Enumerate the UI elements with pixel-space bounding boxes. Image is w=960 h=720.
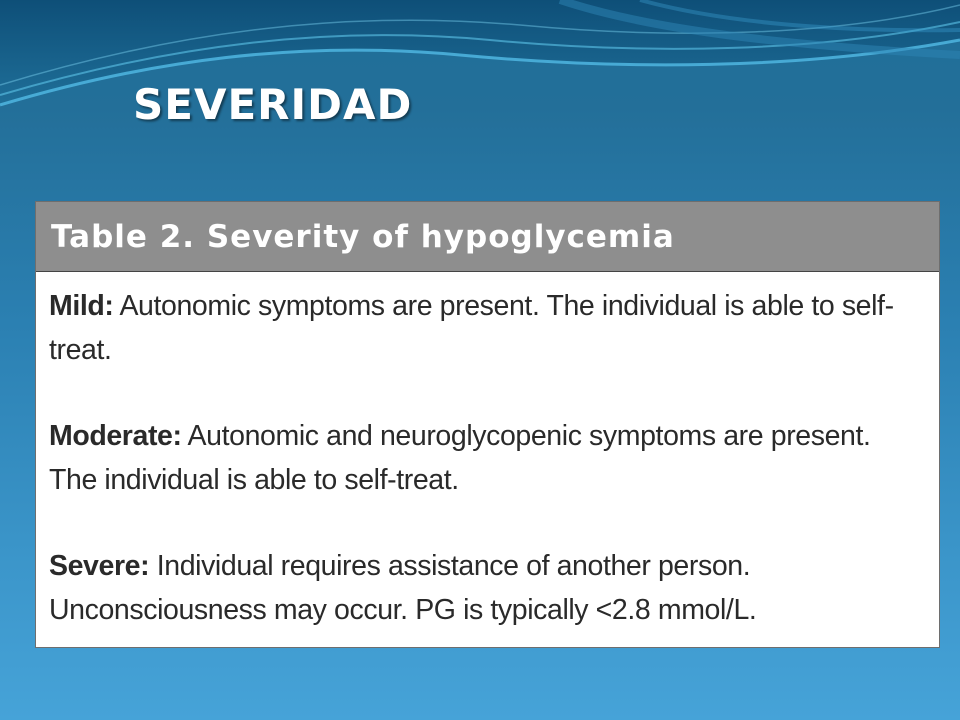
severity-label: Severe:: [49, 550, 150, 582]
severity-description: Individual requires assistance of another person. Unconsciousness may occur. PG is typically <2.8 mmol/L.: [49, 550, 757, 626]
severity-description: Autonomic symptoms are present. The individual is able to self-treat.: [49, 290, 894, 366]
table-heading: Table 2. Severity of hypoglycemia: [51, 218, 675, 255]
table-body: [36, 272, 939, 632]
severity-description: Autonomic and neuroglycopenic symptoms are present. The individual is able to self-treat.: [49, 420, 871, 496]
severity-entry-severe: [49, 544, 925, 632]
severity-label: Moderate:: [49, 420, 182, 452]
severity-entry-mild: [49, 284, 925, 372]
severity-label: Mild:: [49, 290, 114, 322]
severity-table: [35, 201, 940, 648]
table-header: [36, 202, 939, 272]
severity-entry-moderate: [49, 414, 925, 502]
slide-title: SEVERIDAD: [133, 80, 413, 129]
